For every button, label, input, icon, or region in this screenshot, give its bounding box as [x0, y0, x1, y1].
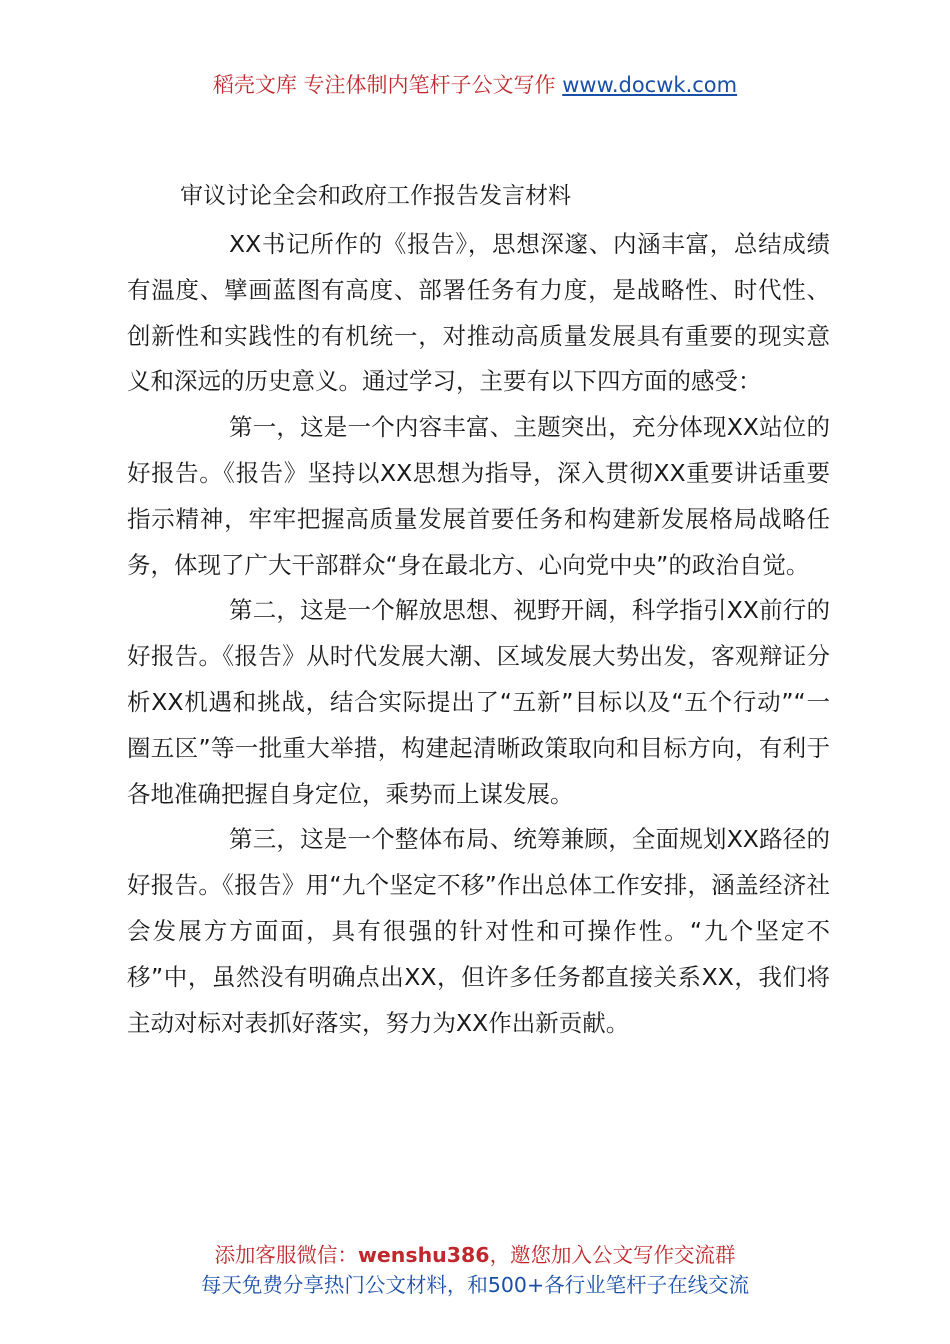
paragraph-first: 第一，这是一个内容丰富、主题突出，充分体现XX站位的好报告。《报告》坚持以XX思想为指导，深入贯彻XX重要讲话重要指示精神，牢牢把握高质量发展首要任务和构建新发展格局战略任务，体现了广大干部群众“身在最北方、心向党中央”的政治自觉。 [127, 413, 830, 579]
footer-contact-suffix: ，邀您加入公文写作交流群 [489, 1243, 736, 1267]
footer-contact-prefix: 添加客服微信： [214, 1243, 358, 1267]
footer-contact-line [0, 1240, 950, 1270]
paragraph-intro: XX书记所作的《报告》，思想深邃、内涵丰富，总结成绩有温度、擘画蓝图有高度、部署任务有力度，是战略性、时代性、创新性和实践性的有机统一，对推动高质量发展具有重要的现实意义和深远的历史意义。通过学习，主要有以下四方面的感受： [127, 230, 830, 396]
footer-wechat-id: wenshu386 [357, 1243, 490, 1267]
paragraph-third: 第三，这是一个整体布局、统筹兼顾，全面规划XX路径的好报告。《报告》用“九个坚定不移”作出总体工作安排，涵盖经济社会发展方方面面，具有很强的针对性和可操作性。“九个坚定不移”中，虽然没有明确点出XX，但许多任务都直接关系XX，我们将主动对标对表抓好落实，努力为XX作出新贡献。 [127, 825, 830, 1037]
page-header [0, 70, 950, 100]
document-body [127, 222, 830, 1046]
footer-promo-line: 每天免费分享热门公文材料，和500+各行业笔杆子在线交流 [200, 1273, 750, 1297]
document-title: 审议讨论全会和政府工作报告发言材料 [180, 183, 571, 209]
paragraph-second: 第二，这是一个解放思想、视野开阔，科学指引XX前行的好报告。《报告》从时代发展大潮、区域发展大势出发，客观辩证分析XX机遇和挑战，结合实际提出了“五新”目标以及“五个行动”“一圈五区”等一批重大举措，构建起清晰政策取向和目标方向，有利于各地准确把握自身定位，乘势而上谋发展。 [127, 596, 830, 808]
header-website-link[interactable]: www.docwk.com [562, 73, 738, 97]
header-brand-text: 稻壳文库 专注体制内笔杆子公文写作 [212, 73, 563, 97]
page-footer [0, 1240, 950, 1300]
